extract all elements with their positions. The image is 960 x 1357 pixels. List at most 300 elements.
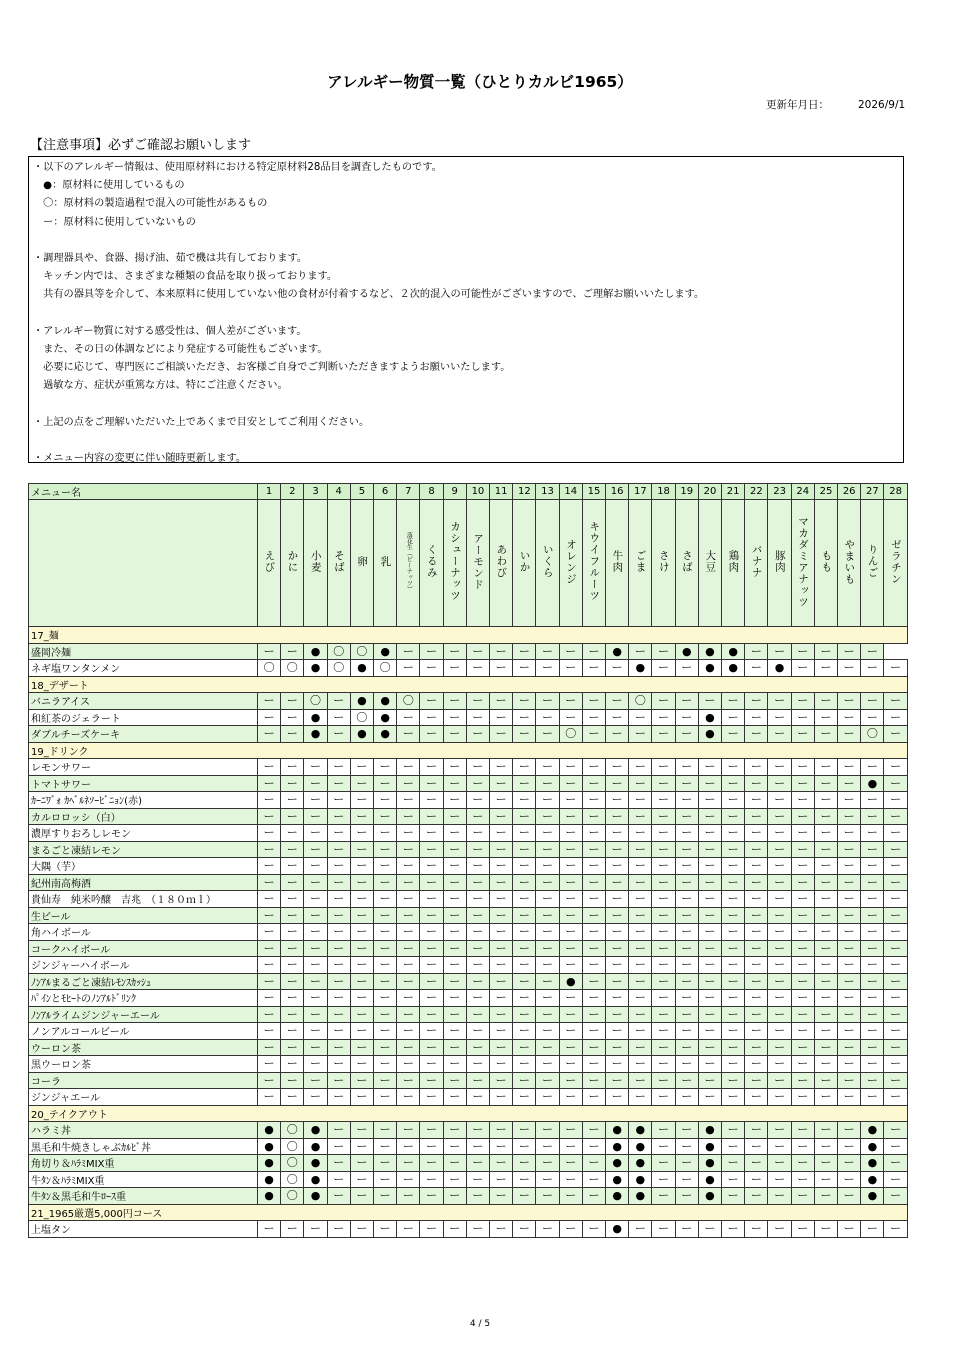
allergen-mark: ー — [327, 825, 350, 842]
allergen-mark: ー — [698, 1056, 721, 1073]
allergen-mark: ー — [304, 759, 327, 776]
allergen-mark: ー — [281, 1089, 304, 1106]
allergen-mark: ● — [698, 1122, 721, 1139]
allergen-mark: ー — [814, 1188, 837, 1205]
allergen-mark: ー — [513, 759, 536, 776]
allergen-name: 鶏肉 — [727, 550, 740, 573]
allergen-mark: ー — [466, 891, 489, 908]
allergen-mark: ー — [374, 858, 397, 875]
allergen-mark: ー — [768, 1039, 791, 1056]
allergen-mark: ー — [559, 1089, 582, 1106]
allergen-mark: ー — [652, 858, 675, 875]
allergen-mark: ー — [327, 957, 350, 974]
allergen-mark: ー — [559, 808, 582, 825]
allergen-name-cell — [675, 500, 698, 627]
allergen-name: ゼラチン — [889, 538, 902, 585]
allergen-mark: ー — [791, 858, 814, 875]
allergen-mark: ー — [768, 709, 791, 726]
allergen-mark: ー — [838, 874, 861, 891]
allergen-mark: ー — [722, 1171, 745, 1188]
allergen-mark: ー — [536, 1072, 559, 1089]
table-row — [29, 660, 908, 677]
allergen-name: マカダミアナッツ — [797, 515, 810, 608]
allergen-mark: ー — [722, 1089, 745, 1106]
allergen-mark: ー — [374, 775, 397, 792]
menu-item-name: 黒毛和牛焼きしゃぶｶﾙﾋﾞ丼 — [29, 1138, 258, 1155]
allergen-number: 18 — [652, 484, 675, 500]
allergen-mark: ー — [791, 792, 814, 809]
allergen-mark: ー — [606, 1039, 629, 1056]
allergen-mark: ー — [745, 1122, 768, 1139]
allergen-mark: ー — [629, 825, 652, 842]
table-row — [29, 891, 908, 908]
allergen-mark: ー — [350, 973, 373, 990]
allergen-mark: ー — [443, 1023, 466, 1040]
allergen-mark: ー — [629, 874, 652, 891]
allergen-mark: ー — [559, 660, 582, 677]
allergen-mark: ー — [350, 792, 373, 809]
allergen-mark: ー — [791, 973, 814, 990]
allergen-mark: ー — [490, 825, 513, 842]
allergen-mark: ー — [466, 874, 489, 891]
menu-item-name: ﾊﾟｲﾝとﾓﾋｰﾄのﾉﾝｱﾙﾄﾞﾘﾝｸ — [29, 990, 258, 1007]
allergen-mark: ー — [350, 874, 373, 891]
allergen-mark: ー — [838, 1221, 861, 1238]
allergen-mark: ● — [861, 1155, 884, 1172]
allergen-mark: ー — [374, 808, 397, 825]
allergen-mark: ー — [513, 1155, 536, 1172]
allergen-mark: ー — [536, 907, 559, 924]
allergen-name-cell — [745, 500, 768, 627]
allergen-name-cell — [629, 500, 652, 627]
allergen-mark: ー — [559, 775, 582, 792]
allergen-mark: ー — [582, 874, 605, 891]
allergen-mark: ー — [490, 1122, 513, 1139]
allergen-mark: ー — [629, 709, 652, 726]
allergen-mark: ー — [838, 858, 861, 875]
menu-item-name: 紀州南高梅酒 — [29, 874, 258, 891]
allergen-mark: ー — [606, 660, 629, 677]
allergen-mark: ー — [374, 1072, 397, 1089]
allergen-mark: ー — [304, 940, 327, 957]
allergen-mark: ー — [675, 1056, 698, 1073]
allergen-mark: ー — [791, 660, 814, 677]
allergen-mark: ー — [652, 1221, 675, 1238]
allergen-mark: ー — [698, 693, 721, 710]
allergen-mark: ー — [443, 808, 466, 825]
allergen-mark: ー — [513, 990, 536, 1007]
allergen-mark: ー — [327, 1056, 350, 1073]
allergen-mark: ー — [536, 1023, 559, 1040]
allergen-mark: ー — [652, 759, 675, 776]
allergen-mark: ー — [745, 1221, 768, 1238]
allergen-mark: ー — [838, 924, 861, 941]
allergen-mark: ー — [675, 792, 698, 809]
allergen-mark: ー — [814, 1221, 837, 1238]
allergen-number: 9 — [443, 484, 466, 500]
allergen-mark: ー — [397, 990, 420, 1007]
allergen-mark: 〇 — [304, 693, 327, 710]
allergen-mark: ー — [884, 841, 907, 858]
allergen-mark: ー — [397, 973, 420, 990]
allergen-mark: ー — [629, 990, 652, 1007]
allergen-mark: ー — [768, 1188, 791, 1205]
allergen-mark: ー — [281, 924, 304, 941]
allergen-mark: ー — [884, 1089, 907, 1106]
allergen-mark: ー — [814, 643, 837, 660]
allergen-mark: ー — [606, 1072, 629, 1089]
allergen-mark: ー — [838, 759, 861, 776]
allergen-mark: ー — [838, 1006, 861, 1023]
allergen-mark: ー — [374, 1039, 397, 1056]
allergen-mark: ー — [443, 1072, 466, 1089]
allergen-mark: ー — [513, 1089, 536, 1106]
notes-line — [33, 305, 903, 323]
allergen-mark: 〇 — [281, 1188, 304, 1205]
allergen-name: 大豆 — [704, 550, 717, 573]
allergen-mark: ー — [675, 775, 698, 792]
notes-line: ー：原材料に使用していないもの — [33, 216, 196, 228]
allergen-mark: ー — [629, 792, 652, 809]
notes-line: 共有の器具等を介して、本来原料に使用していない他の食材が付着するなど、２次的混入の可能性がございますので、ご理解お願いいたします。 — [33, 289, 705, 301]
allergen-mark: ー — [652, 1006, 675, 1023]
allergen-mark: ー — [652, 1023, 675, 1040]
allergen-mark: ー — [652, 726, 675, 743]
allergen-number: 6 — [374, 484, 397, 500]
allergen-mark: ー — [814, 825, 837, 842]
allergen-mark: ー — [350, 924, 373, 941]
allergen-mark: ー — [420, 1039, 443, 1056]
allergen-mark: ー — [466, 1122, 489, 1139]
allergen-mark: ー — [397, 1138, 420, 1155]
allergen-mark: ー — [443, 990, 466, 1007]
table-row — [29, 726, 908, 743]
allergen-mark: ー — [675, 940, 698, 957]
menu-item-name: まるごと凍結レモン — [29, 841, 258, 858]
allergen-mark: ー — [884, 792, 907, 809]
allergen-mark: ー — [791, 1023, 814, 1040]
allergen-mark: ー — [258, 825, 281, 842]
allergen-mark: ー — [838, 825, 861, 842]
allergen-mark: ー — [350, 1023, 373, 1040]
menu-item-name: ﾉﾝｱﾙまるごと凍結ﾚﾓﾝｽｶｯｼｭ — [29, 973, 258, 990]
allergen-name-cell — [443, 500, 466, 627]
allergen-mark: ー — [443, 759, 466, 776]
allergen-number: 10 — [466, 484, 489, 500]
allergen-mark: ● — [861, 1188, 884, 1205]
menu-item-name: レモンサワー — [29, 759, 258, 776]
allergen-mark: ー — [443, 1221, 466, 1238]
allergen-mark: ー — [350, 1138, 373, 1155]
allergen-mark: ー — [606, 907, 629, 924]
allergen-mark: ー — [652, 973, 675, 990]
allergen-mark: ー — [327, 990, 350, 1007]
allergen-mark: ー — [652, 1171, 675, 1188]
allergen-mark: ー — [884, 891, 907, 908]
allergen-mark: ー — [814, 726, 837, 743]
allergen-mark: ー — [327, 1188, 350, 1205]
allergen-number: 12 — [513, 484, 536, 500]
table-row — [29, 1006, 908, 1023]
menu-item-name: バニラアイス — [29, 693, 258, 710]
allergen-mark: ー — [420, 957, 443, 974]
allergen-mark: ー — [327, 858, 350, 875]
allergen-mark: ● — [606, 1155, 629, 1172]
allergen-mark: ー — [327, 775, 350, 792]
allergen-mark: ー — [606, 973, 629, 990]
allergen-name: やまいも — [843, 538, 856, 585]
notes-line: 過敏な方、症状が重篤な方は、特にご注意ください。 — [33, 380, 288, 392]
allergen-mark: ー — [606, 1023, 629, 1040]
allergen-mark: ー — [374, 1006, 397, 1023]
allergen-mark: ー — [745, 1039, 768, 1056]
allergen-mark: ー — [397, 1056, 420, 1073]
menu-item-name: コーラ — [29, 1072, 258, 1089]
allergen-mark: ー — [791, 1122, 814, 1139]
allergen-mark: ー — [258, 1221, 281, 1238]
allergen-mark: ー — [420, 1171, 443, 1188]
allergen-mark: ー — [652, 792, 675, 809]
allergen-mark: ー — [513, 874, 536, 891]
allergen-mark: ー — [374, 1188, 397, 1205]
allergen-mark: ー — [258, 891, 281, 908]
allergen-mark: ー — [420, 1122, 443, 1139]
allergen-mark: ー — [397, 1089, 420, 1106]
allergen-mark: ● — [350, 726, 373, 743]
allergen-mark: ー — [443, 660, 466, 677]
allergen-number: 1 — [258, 484, 281, 500]
allergen-number: 28 — [884, 484, 907, 500]
allergen-mark: ー — [582, 858, 605, 875]
allergen-mark: ー — [698, 940, 721, 957]
allergen-mark: ー — [814, 1171, 837, 1188]
table-row — [29, 792, 908, 809]
allergen-mark: ー — [652, 891, 675, 908]
allergen-mark: ー — [884, 940, 907, 957]
allergen-mark: ー — [443, 957, 466, 974]
allergen-mark: ー — [420, 874, 443, 891]
allergen-mark: ー — [814, 957, 837, 974]
allergen-mark: ー — [374, 940, 397, 957]
allergen-mark: ー — [675, 1023, 698, 1040]
allergen-mark: ー — [397, 808, 420, 825]
allergen-mark: ー — [536, 1006, 559, 1023]
allergen-mark: ー — [652, 709, 675, 726]
menu-item-name: トマトサワー — [29, 775, 258, 792]
allergen-mark: ー — [745, 1171, 768, 1188]
allergen-mark: ● — [698, 1155, 721, 1172]
allergen-mark: ー — [675, 1072, 698, 1089]
allergen-mark: ー — [791, 924, 814, 941]
allergen-mark: ー — [814, 1006, 837, 1023]
allergen-mark: ー — [838, 841, 861, 858]
allergen-mark: 〇 — [327, 643, 350, 660]
allergen-mark: ー — [397, 940, 420, 957]
allergen-mark: ー — [443, 1155, 466, 1172]
allergen-name: ごま — [634, 550, 647, 573]
allergen-mark: ● — [304, 1171, 327, 1188]
allergen-mark: ー — [629, 907, 652, 924]
allergen-mark: ー — [420, 907, 443, 924]
allergen-name: 牛肉 — [611, 550, 624, 573]
allergen-number: 2 — [281, 484, 304, 500]
allergen-mark: ー — [861, 891, 884, 908]
table-row — [29, 808, 908, 825]
allergen-name: いくら — [541, 544, 554, 579]
allergen-mark: ー — [350, 1072, 373, 1089]
allergen-mark: ー — [350, 990, 373, 1007]
allergen-mark: ● — [698, 1188, 721, 1205]
allergen-mark: ー — [861, 858, 884, 875]
allergen-name-cell — [258, 500, 281, 627]
allergen-name-cell — [722, 500, 745, 627]
table-row — [29, 1089, 908, 1106]
allergen-mark: ー — [374, 1171, 397, 1188]
allergen-mark: ー — [698, 825, 721, 842]
allergen-mark: ー — [374, 957, 397, 974]
allergen-mark: ー — [281, 1072, 304, 1089]
allergen-mark: ー — [327, 1155, 350, 1172]
allergen-mark: ー — [722, 957, 745, 974]
allergen-name: かに — [286, 550, 299, 573]
allergen-mark: ー — [304, 808, 327, 825]
allergen-mark: ー — [722, 940, 745, 957]
table-row — [29, 957, 908, 974]
allergen-mark: ー — [536, 973, 559, 990]
allergen-mark: ー — [258, 1039, 281, 1056]
allergen-number: 15 — [582, 484, 605, 500]
allergen-mark: ー — [652, 957, 675, 974]
allergen-mark: ー — [281, 1006, 304, 1023]
allergen-mark: ー — [397, 1023, 420, 1040]
allergen-mark: ー — [675, 759, 698, 776]
allergen-name-cell — [768, 500, 791, 627]
allergen-name: 豚肉 — [773, 550, 786, 573]
allergen-number: 25 — [814, 484, 837, 500]
allergen-mark: ー — [675, 1089, 698, 1106]
allergen-mark: ー — [350, 957, 373, 974]
allergen-mark: ー — [768, 759, 791, 776]
allergen-mark: ー — [327, 709, 350, 726]
allergen-mark: ー — [861, 924, 884, 941]
allergen-mark: ー — [722, 1056, 745, 1073]
allergen-mark: ー — [722, 841, 745, 858]
allergen-mark: ー — [722, 907, 745, 924]
allergen-mark: ー — [861, 1089, 884, 1106]
allergen-mark: ー — [281, 1056, 304, 1073]
allergen-mark: ー — [745, 973, 768, 990]
allergen-mark: ー — [838, 1138, 861, 1155]
allergen-mark: ー — [350, 825, 373, 842]
allergen-mark: ー — [861, 825, 884, 842]
allergen-name-cell — [466, 500, 489, 627]
allergen-mark: ー — [861, 990, 884, 1007]
table-row — [29, 990, 908, 1007]
allergen-mark: ー — [350, 891, 373, 908]
allergen-mark: ー — [258, 726, 281, 743]
allergen-mark: ー — [304, 858, 327, 875]
allergen-mark: ● — [374, 726, 397, 743]
allergen-mark: ー — [838, 940, 861, 957]
allergen-mark: ● — [606, 1138, 629, 1155]
allergen-mark: ー — [675, 841, 698, 858]
allergen-mark: ー — [582, 1155, 605, 1172]
allergen-mark: ー — [745, 1056, 768, 1073]
allergen-mark: ー — [490, 924, 513, 941]
allergen-mark: ー — [536, 1138, 559, 1155]
allergen-mark: ー — [722, 693, 745, 710]
allergen-mark: ー — [420, 973, 443, 990]
allergen-mark: ー — [397, 825, 420, 842]
allergen-mark: ー — [559, 990, 582, 1007]
allergen-mark: ー — [513, 858, 536, 875]
allergen-mark: 〇 — [281, 1171, 304, 1188]
notes-line: ●：原材料に使用しているもの — [33, 180, 185, 192]
menu-item-name: 貴仙寿 純米吟醸 吉兆 （１８０ｍｌ） — [29, 891, 258, 908]
table-row — [29, 1056, 908, 1073]
allergen-mark: ー — [513, 660, 536, 677]
notes-line: キッチン内では、さまざまな種類の食品を取り扱っております。 — [33, 271, 338, 283]
allergen-mark: ー — [374, 1023, 397, 1040]
allergen-mark: ー — [490, 1056, 513, 1073]
allergen-mark: ー — [420, 924, 443, 941]
allergen-name-cell — [536, 500, 559, 627]
allergen-mark: ー — [536, 643, 559, 660]
allergen-mark: ー — [420, 858, 443, 875]
allergen-name-cell — [791, 500, 814, 627]
allergen-mark: ー — [861, 792, 884, 809]
update-date-label: 更新年月日： — [766, 99, 829, 111]
allergen-mark: ー — [374, 924, 397, 941]
menu-item-name: 角ハイボール — [29, 924, 258, 941]
allergen-mark: ー — [420, 759, 443, 776]
allergen-mark: ー — [397, 891, 420, 908]
allergen-mark: ー — [768, 957, 791, 974]
allergen-mark: ー — [258, 792, 281, 809]
allergen-mark: ー — [397, 1039, 420, 1056]
allergen-mark: ー — [490, 990, 513, 1007]
allergen-mark: ー — [536, 924, 559, 941]
allergen-mark: ー — [745, 808, 768, 825]
allergen-mark: ー — [536, 940, 559, 957]
allergen-mark: ー — [582, 1039, 605, 1056]
allergen-mark: ー — [698, 907, 721, 924]
allergen-mark: ー — [722, 924, 745, 941]
allergen-mark: ー — [327, 1072, 350, 1089]
allergen-mark: ー — [466, 1006, 489, 1023]
allergen-mark: ー — [397, 924, 420, 941]
allergen-mark: ー — [304, 907, 327, 924]
allergen-mark: ー — [490, 891, 513, 908]
allergen-number: 3 — [304, 484, 327, 500]
allergen-mark: ー — [513, 1056, 536, 1073]
allergen-mark: ー — [861, 643, 884, 660]
allergen-mark: ー — [722, 825, 745, 842]
allergen-mark: ー — [652, 660, 675, 677]
allergen-mark: ー — [838, 1155, 861, 1172]
allergen-mark: 〇 — [327, 660, 350, 677]
allergen-mark: ー — [258, 643, 281, 660]
allergen-mark: ー — [768, 907, 791, 924]
allergen-mark: ー — [559, 825, 582, 842]
allergen-mark: ー — [838, 1039, 861, 1056]
allergen-mark: ー — [327, 1122, 350, 1139]
allergen-mark: ー — [606, 858, 629, 875]
allergen-mark: ー — [814, 759, 837, 776]
allergen-mark: ー — [606, 792, 629, 809]
allergen-mark: ー — [722, 1188, 745, 1205]
allergen-mark: ー — [768, 874, 791, 891]
